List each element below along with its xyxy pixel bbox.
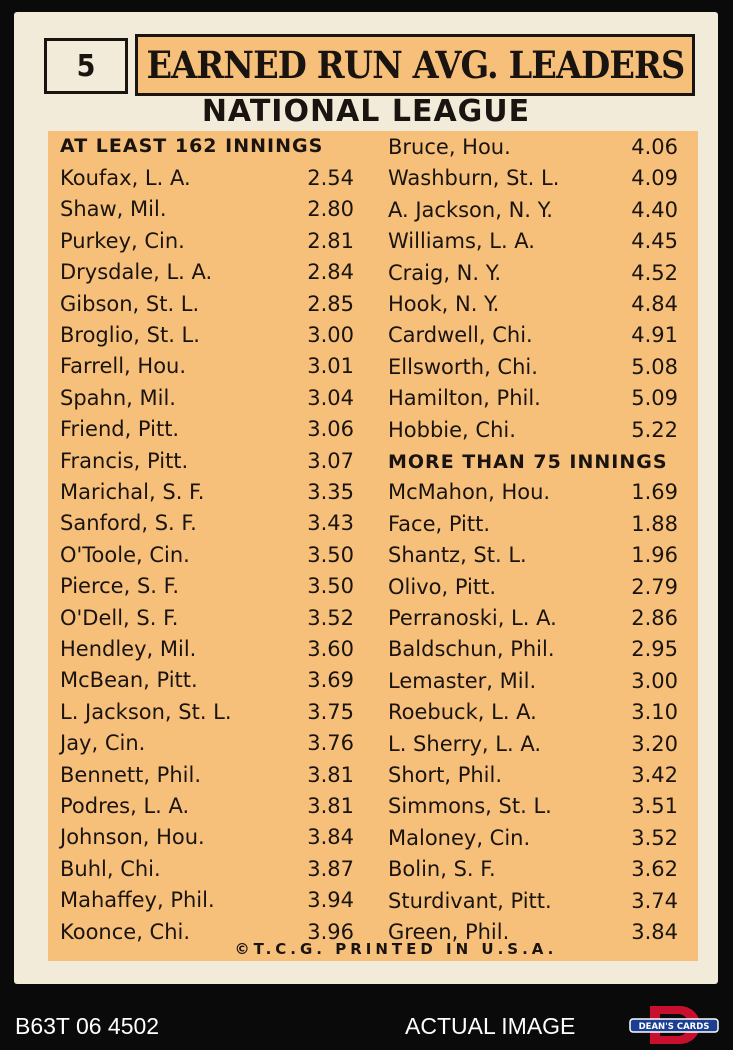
card-number: 5 (44, 38, 128, 94)
era-value: 3.00 (307, 323, 354, 347)
era-value: 2.79 (631, 574, 678, 599)
era-row (388, 575, 688, 606)
pitcher-name: Drysdale, L. A. (60, 260, 213, 285)
era-value: 3.43 (307, 511, 354, 536)
pitcher-name: Jay, Cin. (60, 731, 146, 756)
pitcher-name: Johnson, Hou. (60, 825, 205, 850)
card-title: EARNED RUN AVG. LEADERS (135, 34, 695, 96)
era-value: 2.54 (307, 166, 354, 190)
baseball-card-back (14, 12, 718, 984)
era-value: 3.42 (631, 763, 678, 787)
era-row (60, 166, 354, 197)
era-value: 4.09 (631, 166, 678, 191)
era-value: 3.51 (631, 794, 678, 819)
pitcher-name: Broglio, St. L. (60, 323, 200, 347)
pitcher-name: McMahon, Hou. (388, 480, 551, 505)
era-row (388, 857, 688, 888)
pitcher-name: L. Jackson, St. L. (60, 699, 232, 724)
era-row (60, 323, 354, 354)
era-row (388, 826, 688, 857)
era-value: 3.52 (307, 605, 354, 630)
pitcher-name: Koonce, Chi. (60, 919, 191, 944)
era-row (388, 386, 688, 417)
pitcher-name: Face, Pitt. (388, 511, 491, 536)
pitcher-name: Olivo, Pitt. (388, 574, 497, 599)
era-value: 4.06 (631, 135, 678, 159)
era-value: 3.87 (307, 856, 354, 881)
pitcher-name: Short, Phil. (388, 763, 503, 787)
pitcher-name: Baldschun, Phil. (388, 637, 555, 662)
pitcher-name: McBean, Pitt. (60, 668, 198, 693)
era-value: 3.10 (631, 700, 678, 725)
era-row (60, 637, 354, 668)
era-value: 5.22 (631, 417, 678, 442)
pitcher-name: L. Sherry, L. A. (388, 731, 542, 756)
era-value: 3.81 (307, 762, 354, 787)
era-value: 4.45 (631, 229, 678, 254)
pitcher-name: Shaw, Mil. (60, 197, 167, 222)
era-value: 3.74 (631, 888, 678, 913)
pitcher-name: Sturdivant, Pitt. (388, 888, 552, 913)
era-row (388, 732, 688, 763)
pitcher-name: Bruce, Hou. (388, 135, 511, 159)
pitcher-name: Gibson, St. L. (60, 291, 200, 316)
era-row (388, 669, 688, 700)
era-row (60, 228, 354, 260)
era-value: 3.20 (631, 731, 678, 756)
era-row (60, 762, 354, 794)
pitcher-name: Craig, N. Y. (388, 260, 501, 285)
era-row (388, 700, 688, 731)
era-row (388, 355, 688, 386)
era-value: 1.96 (631, 543, 678, 568)
pitcher-name: Lemaster, Mil. (388, 668, 537, 693)
era-row (60, 417, 354, 448)
era-row (388, 292, 688, 323)
pitcher-name: Friend, Pitt. (60, 417, 180, 442)
stats-panel (48, 131, 698, 961)
era-row (60, 794, 354, 825)
era-value: 3.01 (307, 354, 354, 379)
pitcher-name: Hook, N. Y. (388, 292, 500, 316)
era-value: 3.94 (307, 888, 354, 913)
era-value: 2.80 (307, 197, 354, 222)
era-value: 5.09 (631, 386, 678, 411)
pitcher-name: O'Toole, Cin. (60, 542, 190, 567)
era-value: 3.04 (307, 385, 354, 410)
era-row (388, 763, 688, 794)
era-value: 2.81 (307, 228, 354, 253)
league-heading: NATIONAL LEAGUE (201, 94, 531, 129)
era-value: 3.84 (631, 920, 678, 944)
era-row (60, 605, 354, 637)
pitcher-name: Spahn, Mil. (60, 385, 176, 410)
pitcher-name: Washburn, St. L. (388, 166, 560, 191)
era-row (388, 512, 688, 543)
pitcher-name: Marichal, S. F. (60, 480, 205, 504)
pitcher-name: Mahaffey, Phil. (60, 888, 215, 913)
era-value: 3.81 (307, 794, 354, 818)
era-row (60, 354, 354, 385)
pitcher-name: Roebuck, L. A. (388, 700, 537, 725)
era-row (388, 889, 688, 920)
era-row (60, 260, 354, 291)
era-row (388, 135, 688, 166)
pitcher-name: Podres, L. A. (60, 794, 190, 818)
era-row (388, 418, 688, 449)
era-row (60, 668, 354, 699)
pitcher-name: Bolin, S. F. (388, 857, 496, 882)
era-value: 3.50 (307, 542, 354, 567)
era-row (60, 825, 354, 856)
era-value: 3.07 (307, 448, 354, 473)
pitcher-name: Simmons, St. L. (388, 794, 552, 819)
pitcher-name: Hobbie, Chi. (388, 417, 516, 442)
era-row (60, 731, 354, 762)
era-row (388, 323, 688, 354)
card-id-label: B63T 06 4502 (15, 1013, 160, 1039)
era-value: 4.91 (631, 323, 678, 348)
era-value: 2.85 (307, 291, 354, 316)
pitcher-name: O'Dell, S. F. (60, 605, 179, 630)
era-value: 3.76 (307, 731, 354, 756)
era-row (60, 291, 354, 323)
qualifier-heading-75: MORE THAN 75 INNINGS (388, 451, 668, 473)
pitcher-name: Purkey, Cin. (60, 228, 185, 253)
era-value: 3.84 (307, 825, 354, 850)
pitcher-name: Francis, Pitt. (60, 448, 189, 473)
era-row (60, 699, 354, 731)
qualifier-heading-162: AT LEAST 162 INNINGS (60, 135, 324, 157)
logo-text: DEAN'S CARDS (638, 1022, 710, 1032)
era-value: 3.52 (631, 825, 678, 850)
era-row (388, 606, 688, 637)
copyright-footer: ©T.C.G. PRINTED IN U.S.A. (234, 940, 558, 958)
era-row (388, 794, 688, 825)
bottom-bar (0, 1000, 733, 1050)
era-value: 3.75 (307, 699, 354, 724)
actual-image-label: ACTUAL IMAGE (405, 1013, 576, 1039)
era-value: 4.40 (631, 197, 678, 222)
era-value: 2.95 (631, 637, 678, 662)
era-row (388, 480, 688, 511)
era-value: 3.96 (307, 919, 354, 944)
pitcher-name: Cardwell, Chi. (388, 323, 533, 348)
era-row (60, 511, 354, 542)
pitcher-name: Williams, L. A. (388, 229, 535, 254)
era-row (60, 197, 354, 228)
era-value: 3.69 (307, 668, 354, 693)
pitcher-name: Perranoski, L. A. (388, 606, 557, 630)
era-row (60, 448, 354, 480)
era-row (388, 261, 688, 292)
era-value: 3.50 (307, 574, 354, 599)
pitcher-name: Koufax, L. A. (60, 166, 191, 190)
era-value: 3.62 (631, 857, 678, 882)
era-value: 3.00 (631, 668, 678, 693)
era-value: 3.60 (307, 637, 354, 661)
pitcher-name: Hamilton, Phil. (388, 386, 541, 411)
era-row (60, 542, 354, 574)
pitcher-name: A. Jackson, N. Y. (388, 197, 553, 222)
era-row (60, 480, 354, 511)
era-value: 2.86 (631, 606, 678, 630)
pitcher-name: Maloney, Cin. (388, 825, 531, 850)
era-row (388, 229, 688, 260)
pitcher-name: Hendley, Mil. (60, 637, 197, 661)
era-value: 2.84 (307, 260, 354, 285)
era-value: 3.35 (307, 480, 354, 504)
pitcher-name: Buhl, Chi. (60, 856, 161, 881)
era-row (388, 198, 688, 229)
era-row (60, 888, 354, 919)
era-value: 4.52 (631, 260, 678, 285)
era-value: 1.88 (631, 511, 678, 536)
pitcher-name: Shantz, St. L. (388, 543, 527, 568)
era-row (60, 385, 354, 417)
pitcher-name: Green, Phil. (388, 920, 510, 944)
era-row (60, 574, 354, 605)
era-value: 3.06 (307, 417, 354, 442)
era-row (388, 166, 688, 197)
pitcher-name: Farrell, Hou. (60, 354, 187, 379)
era-value: 5.08 (631, 354, 678, 379)
pitcher-name: Pierce, S. F. (60, 574, 180, 599)
pitcher-name: Sanford, S. F. (60, 511, 197, 536)
era-row (388, 637, 688, 668)
era-row (60, 856, 354, 888)
pitcher-name: Ellsworth, Chi. (388, 354, 538, 379)
deans-cards-logo (628, 1004, 720, 1046)
era-value: 4.84 (631, 292, 678, 316)
pitcher-name: Bennett, Phil. (60, 762, 202, 787)
era-row (388, 543, 688, 574)
era-value: 1.69 (631, 480, 678, 505)
